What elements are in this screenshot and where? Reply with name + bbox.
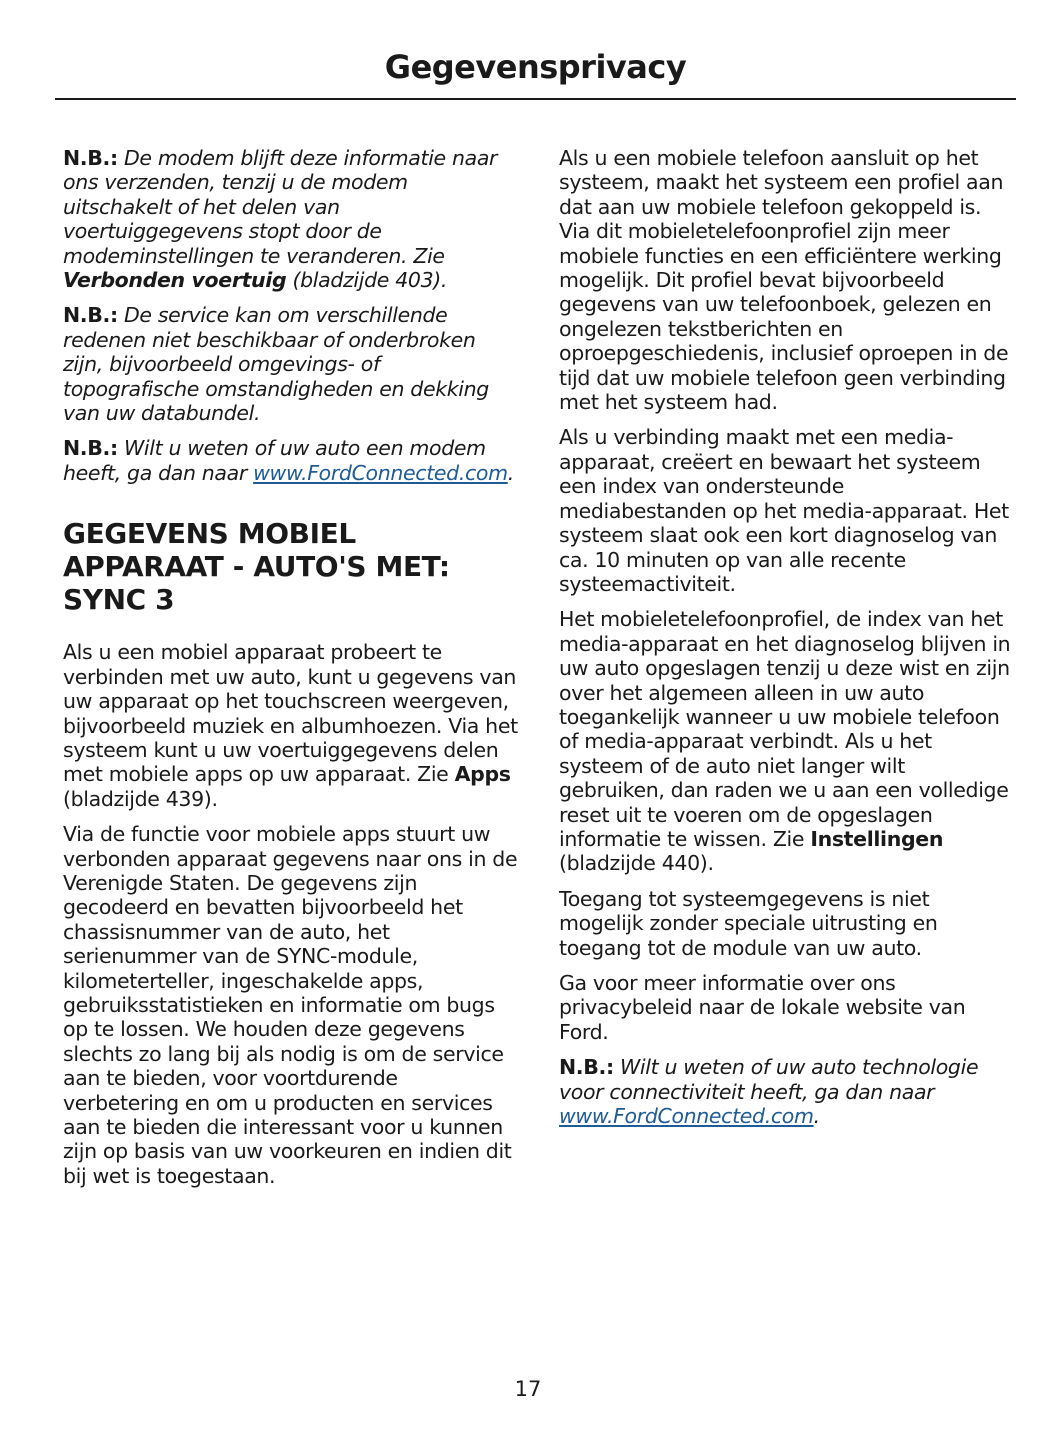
note-end: . xyxy=(813,1104,820,1129)
note-connectivity xyxy=(559,1055,1014,1128)
paragraph-phone-profile: Als u een mobiele telefoon aansluit op het systeem, maakt het systeem een profiel aan dat aan uw mobiele telefoon gekoppeld is. Via dit mobieletelefoonprofiel zijn meer mobiele functies en een efficiëntere werking mogelijk. Dit profiel bevat bijvoorbeeld gegevens van uw telefoonboek, gelezen en ongelezen tekstberichten en oproepgeschiedenis, inclusief oproepen in de tijd dat uw mobiele telefoon geen verbinding met het systeem had. xyxy=(559,146,1009,415)
page-reference: (bladzijde 403). xyxy=(292,268,448,293)
note-label: N.B.: xyxy=(63,303,118,328)
note-text: Wilt u weten of uw auto technologie voor connectiviteit heeft, ga dan naar xyxy=(559,1055,979,1104)
reference-link-verbonden-voertuig[interactable]: Verbonden voertuig xyxy=(63,268,287,293)
paragraph-stored-data xyxy=(559,607,1014,875)
note-text: Wilt u weten of uw auto een modem heeft, ga dan naar xyxy=(63,436,486,485)
section-heading: GEGEVENS MOBIEL APPARAAT - AUTO'S MET: SYNC 3 xyxy=(63,517,450,617)
note-text: De modem blijft deze informatie naar ons verzenden, tenzij u de modem uitschakelt of het delen van voertuiggegevens stopt door de modeminstellingen te veranderen. Zie xyxy=(63,146,498,268)
ford-connected-link[interactable]: www.FordConnected.com xyxy=(253,460,508,485)
right-column xyxy=(559,146,1014,1139)
note-text: De service kan om verschillende redenen niet beschikbaar of onderbroken zijn, bijvoorbeeld omgevings- of topografische omstandigheden en dekking van uw databundel. xyxy=(63,303,489,426)
paragraph-media-device: Als u verbinding maakt met een media-apparaat, creëert en bewaart het systeem een index van ondersteunde mediabestanden op het media-apparaat. Het systeem slaat ook een kort diagnoselog van ca. 10 minuten op van alle recente systeemactiviteit. xyxy=(559,425,1009,596)
reference-link-instellingen[interactable]: Instellingen xyxy=(810,826,944,851)
page-title: Gegevensprivacy xyxy=(384,48,687,86)
note-service-availability xyxy=(63,303,518,425)
note-modem-info xyxy=(63,146,518,292)
note-label: N.B.: xyxy=(559,1055,614,1080)
paragraph-mobile-device xyxy=(63,640,518,811)
paragraph-privacy-policy: Ga voor meer informatie over ons privacybeleid naar de lokale website van Ford. xyxy=(559,971,966,1044)
left-column xyxy=(63,146,518,1199)
ford-connected-link[interactable]: www.FordConnected.com xyxy=(559,1104,814,1129)
reference-link-apps[interactable]: Apps xyxy=(454,762,511,787)
page-reference: (bladzijde 440). xyxy=(559,851,714,876)
note-modem-check xyxy=(63,436,518,485)
page-number: 17 xyxy=(514,1377,542,1401)
paragraph-text: Het mobieletelefoonprofiel, de index van het media-apparaat en het diagnoselog blijven in uw auto opgeslagen tenzij u deze wist en zijn over het algemeen alleen in uw auto toegankelijk wanneer u uw mobiele telefoon of media-apparaat verbindt. Als u het systeem of de auto niet langer wilt gebruiken, dan raden we u aan een volledige reset uit te voeren om de opgeslagen informatie te wissen. Zie xyxy=(559,607,1011,851)
paragraph-system-access: Toegang tot systeemgegevens is niet mogelijk zonder speciale uitrusting en toegang tot de module van uw auto. xyxy=(559,886,938,960)
note-label: N.B.: xyxy=(63,146,118,170)
note-label: N.B.: xyxy=(63,436,118,461)
paragraph-mobile-apps: Via de functie voor mobiele apps stuurt uw verbonden apparaat gegevens naar ons in de Verenigde Staten. De gegevens zijn gecodeerd en bevatten bijvoorbeeld het chassisnummer van de auto, het serienummer van de SYNC-module, kilometerteller, ingeschakelde apps, gebruiksstatistieken en informatie om bugs op te lossen. We houden deze gegevens slechts zo lang bij als nodig is om de service aan te bieden, voor voortdurende verbetering en om u producten en services aan te bieden die interessant voor u kunnen zijn op basis van uw voorkeuren en indien dit bij wet is toegestaan. xyxy=(63,822,518,1188)
page-header xyxy=(55,44,1016,100)
page-reference: (bladzijde 439). xyxy=(63,786,218,811)
paragraph-text: Als u een mobiel apparaat probeert te verbinden met uw auto, kunt u gegevens van uw apparaat op het touchscreen weergeven, bijvoorbeeld muziek en albumhoezen. Via het systeem kunt u uw voertuiggegevens delen met mobiele apps op uw apparaat. Zie xyxy=(63,640,518,787)
note-end: . xyxy=(507,460,514,485)
